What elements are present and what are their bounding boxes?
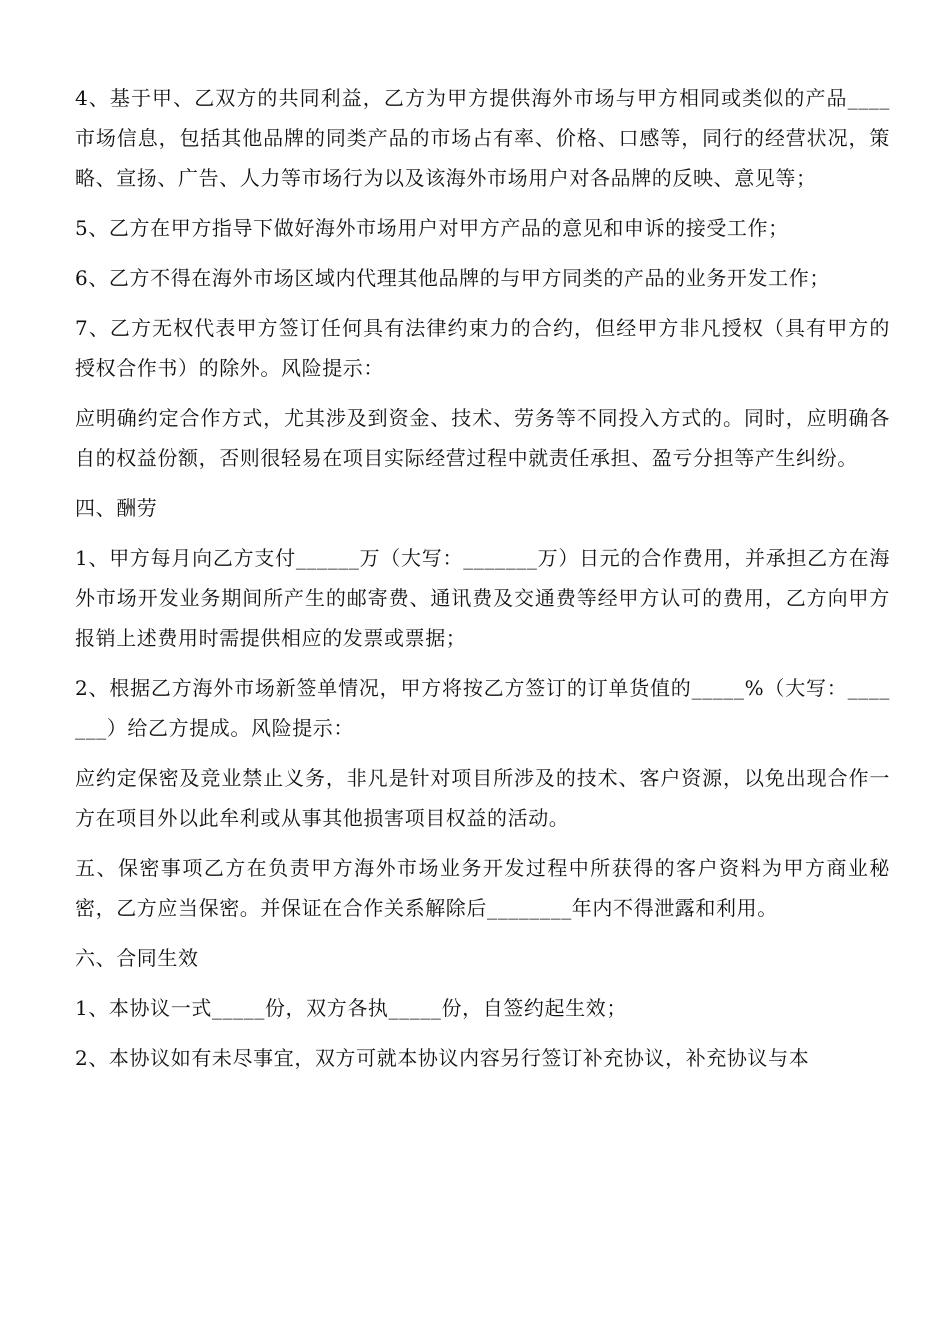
effectiveness-clause-2: 2、本协议如有未尽事宜，双方可就本协议内容另行签订补充协议，补充协议与本 (75, 1046, 810, 1070)
effectiveness-clause-1: 1、本协议一式_____份，双方各执_____份，自签约起生效； (75, 996, 627, 1020)
clause-7-no-authority: 7、乙方无权代表甲方签订任何具有法律约束力的合约，但经甲方非凡授权（具有甲方的授权合作书）的除外。风险提示： (75, 316, 890, 380)
remuneration-clause-1: 1、甲方每月向乙方支付______万（大写：_______万）日元的合作费用，并承担乙方在海外市场开发业务期间所产生的邮寄费、通讯费及交通费等经甲方认可的费用，乙方向甲方报销上述费用时需提供相应的发票或票据； (75, 546, 890, 650)
section-heading-remuneration: 四、酬劳 (75, 496, 158, 520)
clause-6-no-competing-agency: 6、乙方不得在海外市场区域内代理其他品牌的与甲方同类的产品的业务开发工作； (75, 266, 830, 290)
section-heading-effectiveness: 六、合同生效 (75, 946, 199, 970)
clause-4-market-info: 4、基于甲、乙双方的共同利益，乙方为甲方提供海外市场与甲方相同或类似的产品____市场信息，包括其他品牌的同类产品的市场占有率、价格、口感等，同行的经营状况，策略、宣扬、广告、人力等市场行为以及该海外市场用户对各品牌的反映、意见等； (75, 86, 890, 190)
document-body (75, 78, 890, 1088)
risk-note-confidentiality: 应约定保密及竞业禁止义务，非凡是针对项目所涉及的技术、客户资源，以免出现合作一方在项目外以此牟利或从事其他损害项目权益的活动。 (75, 766, 890, 830)
clause-5-user-feedback: 5、乙方在甲方指导下做好海外市场用户对甲方产品的意见和申诉的接受工作； (75, 216, 789, 240)
risk-note-cooperation: 应明确约定合作方式，尤其涉及到资金、技术、劳务等不同投入方式的。同时，应明确各自的权益份额，否则很轻易在项目实际经营过程中就责任承担、盈亏分担等产生纠纷。 (75, 406, 890, 470)
remuneration-clause-2: 2、根据乙方海外市场新签单情况，甲方将按乙方签订的订单货值的_____%（大写：_______）给乙方提成。风险提示： (75, 676, 890, 740)
section-confidentiality: 五、保密事项乙方在负责甲方海外市场业务开发过程中所获得的客户资料为甲方商业秘密，乙方应当保密。并保证在合作关系解除后________年内不得泄露和利用。 (75, 856, 890, 920)
